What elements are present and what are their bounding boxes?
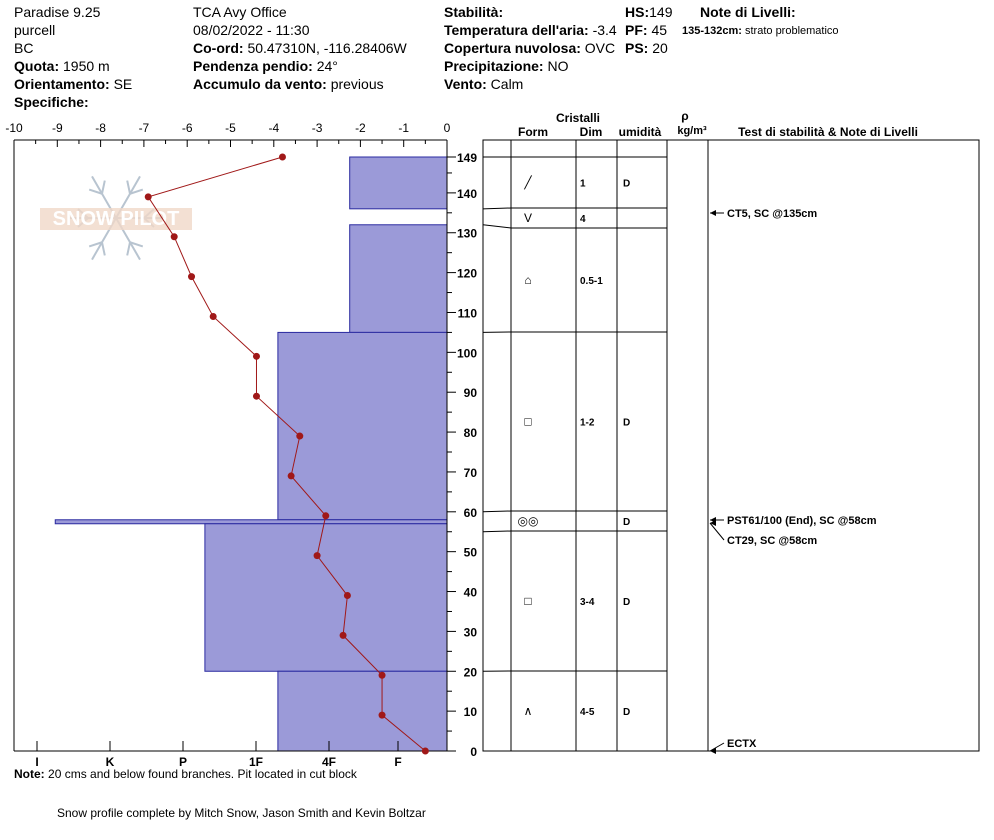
stability-test-label: ECTX <box>727 738 757 750</box>
temperature-point <box>379 672 386 679</box>
crystal-size: 4 <box>580 214 586 225</box>
ps-label: PS: <box>625 40 649 56</box>
hardness-bar <box>205 524 447 672</box>
specifics-label: Specifiche: <box>14 94 89 110</box>
watermark-text: SNOW PILOT <box>52 208 180 230</box>
layer-note-text: strato problematico <box>745 25 839 37</box>
crystal-form-icon: ∧ <box>523 704 533 718</box>
crystal-size: 0.5-1 <box>580 276 603 287</box>
temperature-point <box>340 632 347 639</box>
layer-connector <box>483 208 511 209</box>
wind-loading-value: previous <box>330 76 384 92</box>
pf-value: 45 <box>651 22 668 38</box>
crystal-form-icon: ╱ <box>524 175 532 190</box>
crystals-header: Cristalli <box>555 111 601 125</box>
moisture-value: D <box>623 597 631 608</box>
hardness-tick-label: 1F <box>248 755 264 769</box>
temp-tick-label: -10 <box>5 121 23 135</box>
coord-value: 50.47310N, -116.28406W <box>247 40 407 56</box>
hardness-tick-label: 4F <box>321 755 337 769</box>
height-tick-label: 130 <box>456 226 477 241</box>
temperature-point <box>210 313 217 320</box>
layer-connector <box>483 511 511 512</box>
note-label: Note: <box>14 767 45 781</box>
coord-label: Co-ord: <box>193 40 244 56</box>
moisture-value: D <box>623 707 631 718</box>
height-tick-label: 30 <box>463 625 477 640</box>
hardness-bar <box>350 157 447 209</box>
rho-header: ρ <box>681 109 689 123</box>
aspect-label: Orientamento: <box>14 76 110 92</box>
crystal-form-icon: ◎◎ <box>517 514 539 528</box>
stability-test-label: CT29, SC @58cm <box>727 535 818 547</box>
hardness-tick-label: I <box>35 755 39 769</box>
site-name: Paradise 9.25 <box>14 4 101 20</box>
wind-loading-label: Accumulo da vento: <box>193 76 327 92</box>
hardness-bar <box>350 225 447 333</box>
snowflake-branch <box>102 242 105 255</box>
temperature-point <box>322 512 329 519</box>
sky-label: Copertura nuvolosa: <box>444 40 581 56</box>
layer-connector <box>483 225 511 228</box>
hardness-tick-label: K <box>105 755 115 769</box>
height-tick-label: 140 <box>456 186 477 201</box>
temperature-point <box>253 393 260 400</box>
snowflake-branch <box>102 181 105 194</box>
org-name: TCA Avy Office <box>193 4 287 20</box>
stability-test-label: CT5, SC @135cm <box>727 208 818 220</box>
temperature-point <box>171 233 178 240</box>
snowpilot-watermark <box>40 176 192 259</box>
height-tick-label: 10 <box>463 705 477 720</box>
pf-label: PF: <box>625 22 648 38</box>
height-tick-label: 50 <box>463 545 477 560</box>
crystal-size: 1 <box>580 178 586 190</box>
precip-label: Precipitazione: <box>444 58 544 74</box>
height-tick-label: 110 <box>457 306 477 321</box>
crystal-form-icon: ⌂ <box>524 273 532 287</box>
temperature-point <box>422 748 429 755</box>
height-tick-label: 40 <box>463 585 477 600</box>
range-name: purcell <box>14 22 56 38</box>
temp-tick-label: -7 <box>138 121 150 135</box>
size-header: Dim <box>579 125 603 139</box>
temp-tick-label: -4 <box>268 121 280 135</box>
crystal-size: 3-4 <box>580 597 595 608</box>
hardness-bar <box>278 332 447 519</box>
layer-connector <box>483 531 511 532</box>
temperature-point <box>344 592 351 599</box>
wind-value: Calm <box>490 76 524 92</box>
height-tick-label: 90 <box>463 386 477 401</box>
hardness-bar <box>278 671 447 751</box>
temperature-point <box>188 273 195 280</box>
table-border <box>483 140 979 751</box>
region-name: BC <box>14 40 34 56</box>
elevation-label: Quota: <box>14 58 60 74</box>
temp-tick-label: -3 <box>311 121 323 135</box>
temp-tick-label: -6 <box>181 121 193 135</box>
test-arrow <box>710 523 724 540</box>
temp-tick-label: -9 <box>51 121 63 135</box>
moisture-value: D <box>623 178 631 190</box>
hs-label: HS: <box>625 4 650 20</box>
temperature-point <box>253 353 260 360</box>
stability-label: Stabilità: <box>444 4 504 20</box>
hardness-bar <box>55 520 447 524</box>
layer-note-range: 135-132cm: <box>682 25 742 37</box>
height-tick-label: 0 <box>470 745 477 759</box>
temp-tick-label: -1 <box>398 121 410 135</box>
snowflake-branch <box>127 181 130 194</box>
crystal-size: 4-5 <box>580 707 595 718</box>
height-tick-label: 60 <box>463 505 477 520</box>
temperature-point <box>279 154 286 161</box>
air-temp-label: Temperatura dell'aria: <box>444 22 589 38</box>
stability-test-label: PST61/100 (End), SC @58cm <box>727 515 877 527</box>
precip-value: NO <box>547 58 569 74</box>
moisture-value: D <box>623 517 631 528</box>
slope-label: Pendenza pendio: <box>193 58 313 74</box>
height-tick-label: 120 <box>456 266 477 281</box>
height-tick-label: 80 <box>463 426 477 441</box>
moisture-header: umidità <box>618 125 662 139</box>
temperature-point <box>296 433 303 440</box>
elevation-value: 1950 m <box>63 58 110 74</box>
hardness-tick-label: P <box>178 755 188 769</box>
temp-tick-label: -5 <box>225 121 236 135</box>
hs-value: 149 <box>649 4 673 20</box>
temperature-point <box>288 472 295 479</box>
tests-header: Test di stabilità & Note di Livelli <box>738 125 918 139</box>
temperature-point <box>145 193 152 200</box>
footer-credits: Snow profile complete by Mitch Snow, Jason Smith and Kevin Boltzar <box>57 806 426 820</box>
layer-notes-title: Note di Livelli: <box>700 4 796 20</box>
crystal-size: 1-2 <box>580 417 595 429</box>
slope-value: 24° <box>316 58 338 74</box>
temperature-point <box>379 712 386 719</box>
temp-tick-label: -8 <box>95 121 106 135</box>
snowflake-branch <box>127 242 130 255</box>
height-tick-label: 20 <box>463 665 477 680</box>
density-unit-header: kg/m³ <box>677 125 707 137</box>
crystal-form-icon: □ <box>524 414 532 429</box>
note <box>14 767 357 781</box>
aspect-value: SE <box>113 76 133 92</box>
wind-label: Vento: <box>444 76 487 92</box>
moisture-value: D <box>623 417 631 429</box>
crystal-form-icon: V <box>523 211 533 225</box>
height-tick-label: 149 <box>456 151 477 165</box>
ps-value: 20 <box>652 40 668 56</box>
air-temp-value: -3.4 <box>592 22 617 38</box>
height-tick-label: 100 <box>456 346 477 361</box>
temp-tick-label: -2 <box>355 121 366 135</box>
form-header: Form <box>518 125 548 139</box>
temperature-point <box>314 552 321 559</box>
test-arrow <box>710 743 724 751</box>
hardness-tick-label: F <box>394 755 402 769</box>
note-text: 20 cms and below found branches. Pit located in cut block <box>48 767 357 781</box>
sky-value: OVC <box>584 40 616 56</box>
test-arrowhead <box>710 210 716 216</box>
crystal-form-icon: □ <box>524 594 532 608</box>
temp-tick-label: 0 <box>443 121 451 135</box>
date-time: 08/02/2022 - 11:30 <box>193 22 310 38</box>
height-tick-label: 70 <box>463 465 477 480</box>
